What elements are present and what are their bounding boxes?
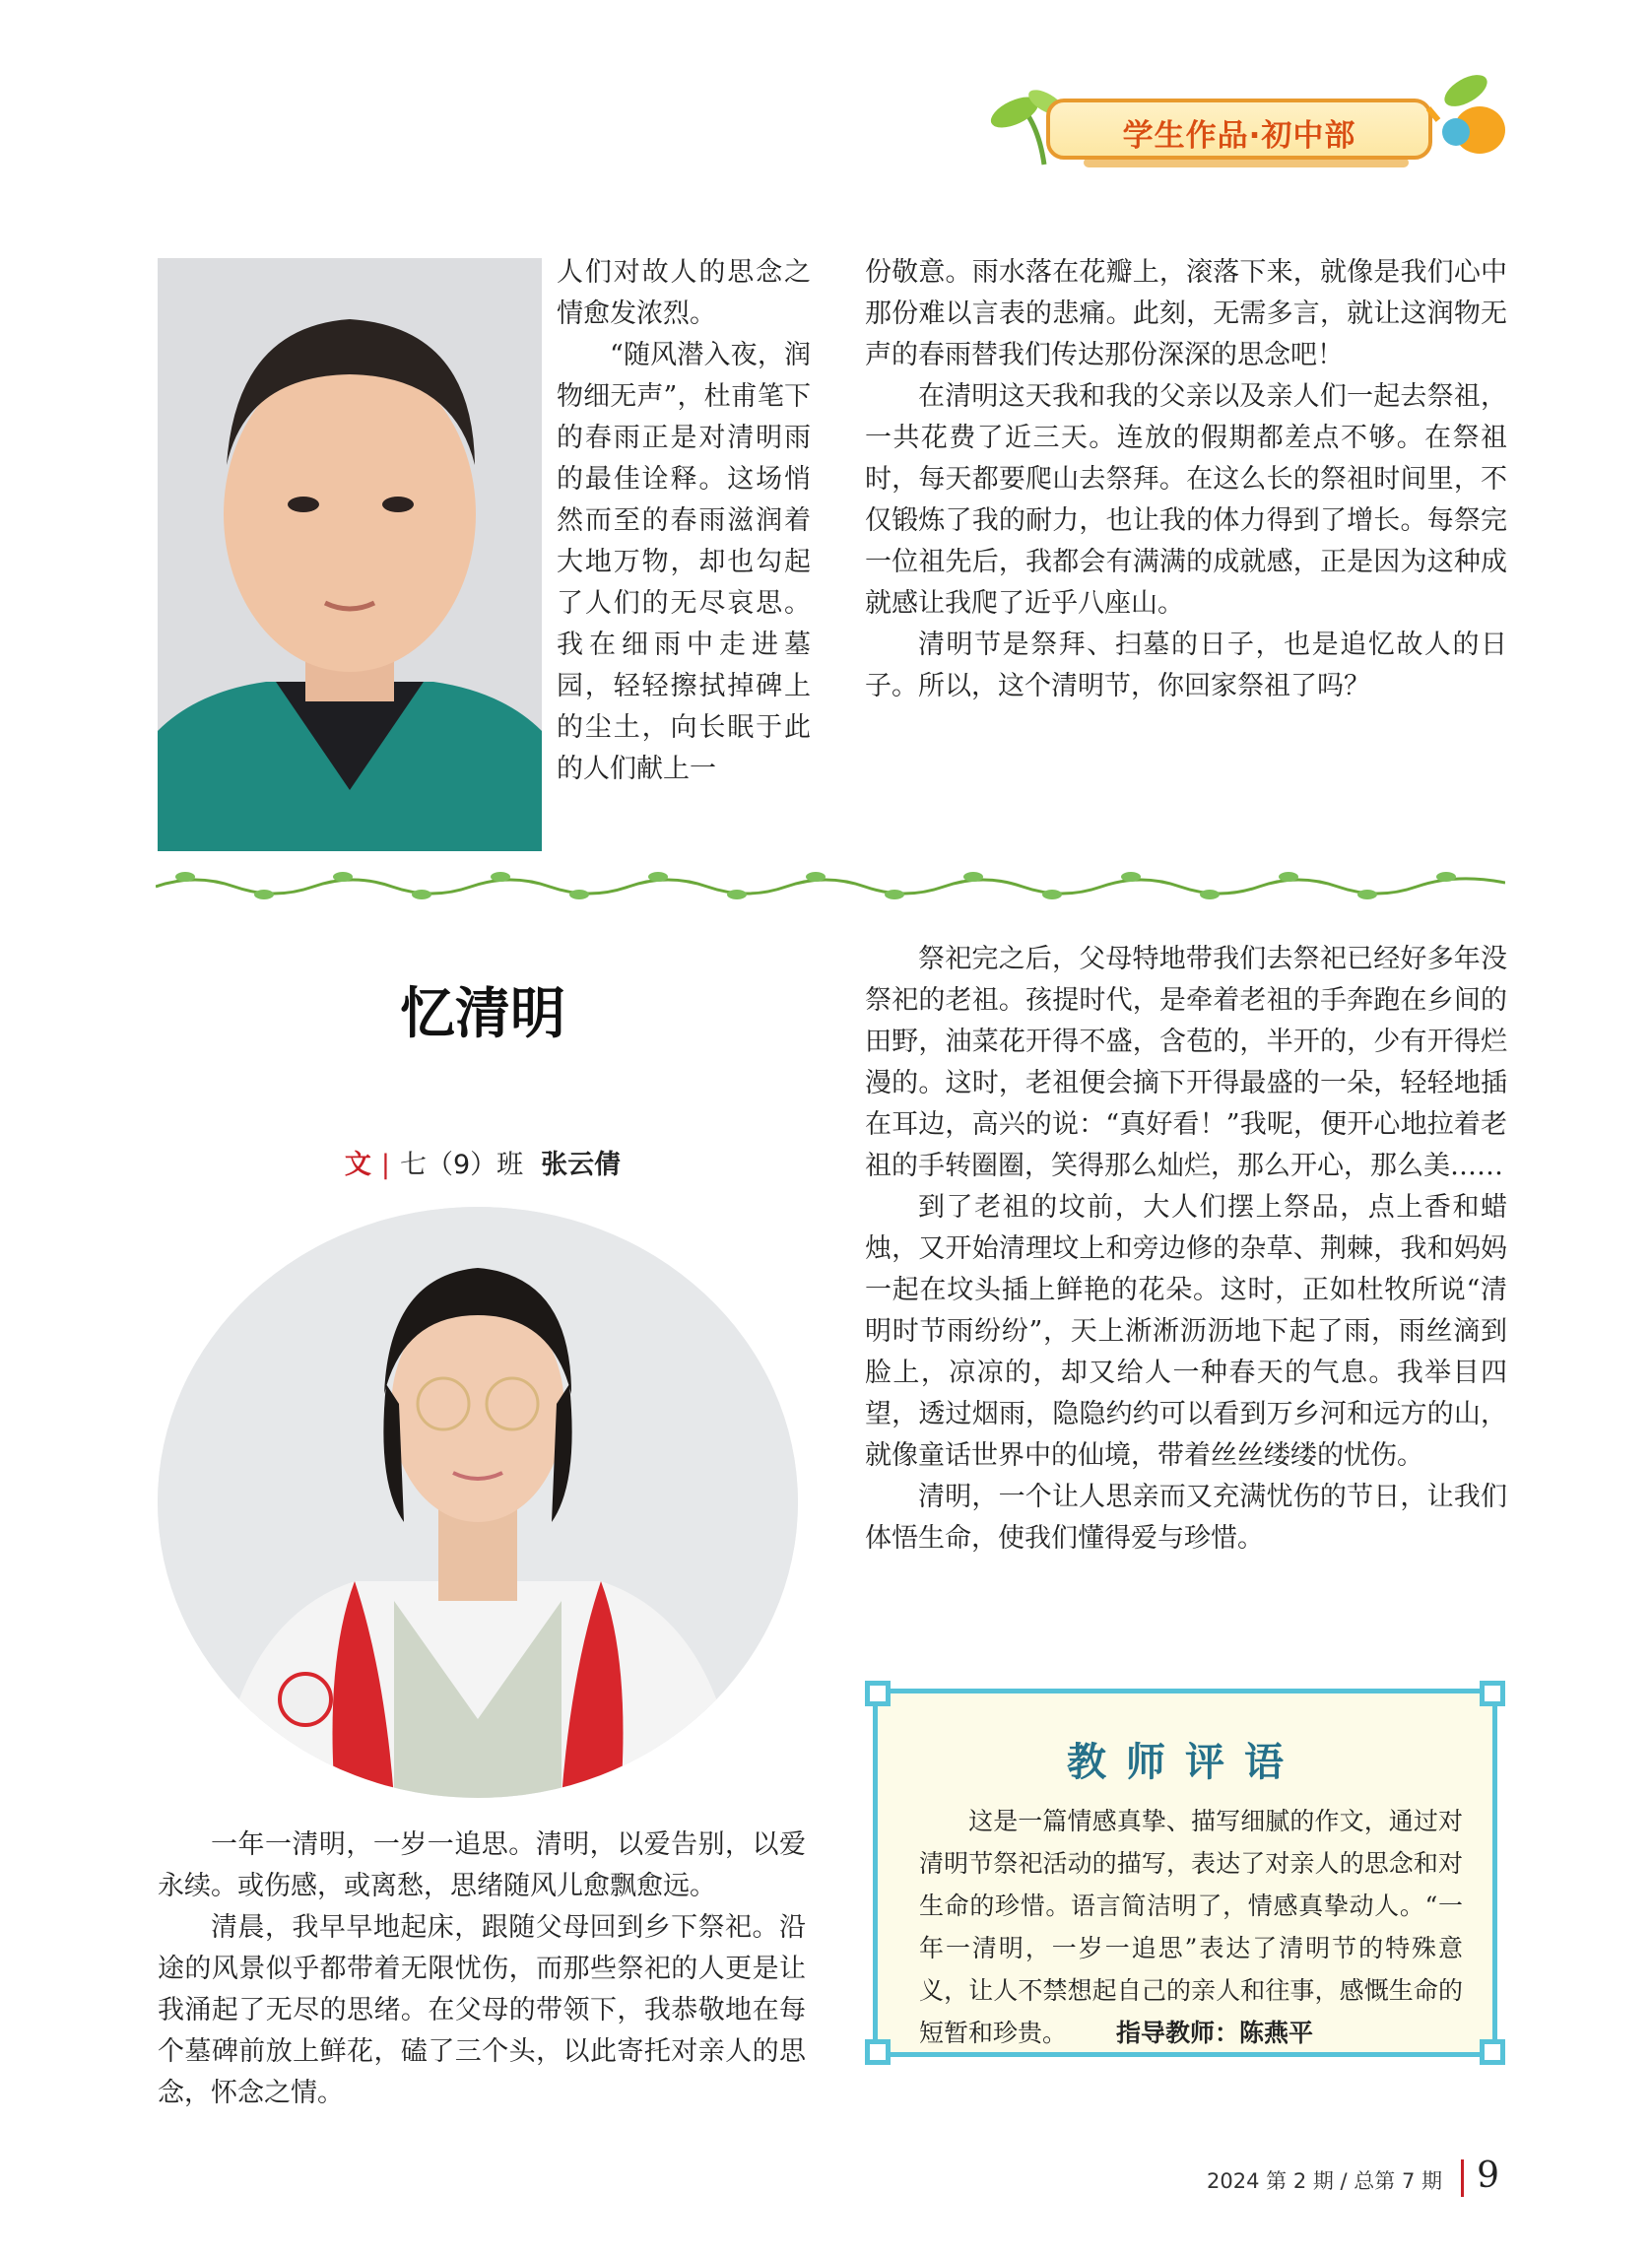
section-label: 学生作品·初中部 [1122, 118, 1356, 154]
paragraph: 人们对故人的思念之情愈发浓烈。 [557, 257, 811, 329]
paragraph: 清明节是祭拜、扫墓的日子，也是追忆故人的日子。所以，这个清明节，你回家祭祖了吗？ [865, 630, 1507, 701]
frame-corner [1480, 2039, 1505, 2065]
footer-divider [1461, 2159, 1464, 2197]
teacher-signature: 指导教师：陈燕平 [1116, 2019, 1314, 2047]
issue-info: 2024 第 2 期 / 总第 7 期 [1207, 2169, 1442, 2193]
article2-right-column [865, 939, 1507, 1560]
vine-divider [156, 859, 1505, 904]
article1-right-column [865, 252, 1507, 707]
frame-corner [865, 2039, 891, 2065]
watering-can-icon [1419, 61, 1507, 169]
paragraph: 清明，一个让人思亲而又充满忧伤的节日，让我们体悟生命，使我们懂得爱与珍惜。 [865, 1482, 1507, 1554]
article-title: 忆清明 [400, 982, 565, 1046]
paragraph: “随风潜入夜，润物细无声”，杜甫笔下的春雨正是对清明雨的最佳诠释。这场悄然而至的春雨滋润着大地万物，却也勾起了人们的无尽哀思。我在细雨中走进墓园，轻轻擦拭掉碑上的尘土，向长眠于此的人们献上一 [557, 340, 811, 784]
article2-left-column [158, 1825, 806, 2114]
teacher-comment-text [919, 1800, 1463, 2054]
section-banner [985, 61, 1507, 179]
banner-pill [1046, 99, 1432, 160]
paragraph: 在清明这天我和我的父亲以及亲人们一起去祭祖，一共花费了近三天。连放的假期都差点不够。在祭祖时，每天都要爬山去祭拜。在这么长的祭祖时间里，不仅锻炼了我的耐力，也让我的体力得到了增长。每祭完一位祖先后，我都会有满满的成就感，正是因为这种成就感让我爬了近乎八座山。 [865, 381, 1507, 619]
byline-wen: 文 [344, 1150, 371, 1180]
paragraph: 清晨，我早早地起床，跟随父母回到乡下祭祀。沿途的风景似乎都带着无限忧伤，而那些祭祀的人更是让我涌起了无尽的思绪。在父母的带领下，我恭敬地在每个墓碑前放上鲜花，磕了三个头，以此寄托对亲人的思念，怀念之情。 [158, 1912, 806, 2108]
page-footer [1182, 2157, 1507, 2197]
byline-class: 七（9）班 [399, 1150, 524, 1180]
frame-corner [1480, 1681, 1505, 1706]
student-photo-boy [158, 258, 542, 851]
teacher-comment-body: 这是一篇情感真挚、描写细腻的作文，通过对清明节祭祀活动的描写，表达了对亲人的思念和对生命的珍惜。语言简洁明了，情感真挚动人。“一年一清明，一岁一追思”表达了清明节的特殊意义，让人不禁想起自己的亲人和往事，感慨生命的短暂和珍贵。 [919, 1807, 1463, 2047]
paragraph: 一年一清明，一岁一追思。清明，以爱告别，以爱永续。或伤感，或离愁，思绪随风儿愈飘愈远。 [158, 1829, 806, 1901]
article1-left-column [557, 252, 811, 790]
paragraph: 祭祀完之后，父母特地带我们去祭祀已经好多年没祭祀的老祖。孩提时代，是牵着老祖的手奔跑在乡间的田野，油菜花开得不盛，含苞的，半开的，少有开得烂漫的。这时，老祖便会摘下开得最盛的一朵，轻轻地插在耳边，高兴的说：“真好看！”我呢，便开心地拉着老祖的手转圈圈，笑得那么灿烂，那么开心，那么美…… [865, 944, 1507, 1181]
teacher-comment-box [865, 1681, 1505, 2065]
paragraph: 到了老祖的坟前，大人们摆上祭品，点上香和蜡烛，又开始清理坟上和旁边修的杂草、荆棘，我和妈妈一起在坟头插上鲜艳的花朵。这时，正如杜牧所说“清明时节雨纷纷”，天上淅淅沥沥地下起了雨，雨丝滴到脸上，凉凉的，却又给人一种春天的气息。我举目四望，透过烟雨，隐隐约约可以看到万乡河和远方的山，就像童话世界中的仙境，带着丝丝缕缕的忧伤。 [865, 1192, 1507, 1471]
paragraph: 份敬意。雨水落在花瓣上，滚落下来，就像是我们心中那份难以言表的悲痛。此刻，无需多言，就让这润物无声的春雨替我们传达那份深深的思念吧！ [865, 257, 1507, 370]
frame-corner [865, 1681, 891, 1706]
byline: 文 | 七（9）班 张云倩 [344, 1150, 622, 1180]
page-number: 9 [1477, 2156, 1499, 2196]
student-photo-girl [158, 1207, 798, 1798]
teacher-comment-title: 教师评语 [1067, 1739, 1303, 1785]
byline-author: 张云倩 [541, 1150, 622, 1180]
